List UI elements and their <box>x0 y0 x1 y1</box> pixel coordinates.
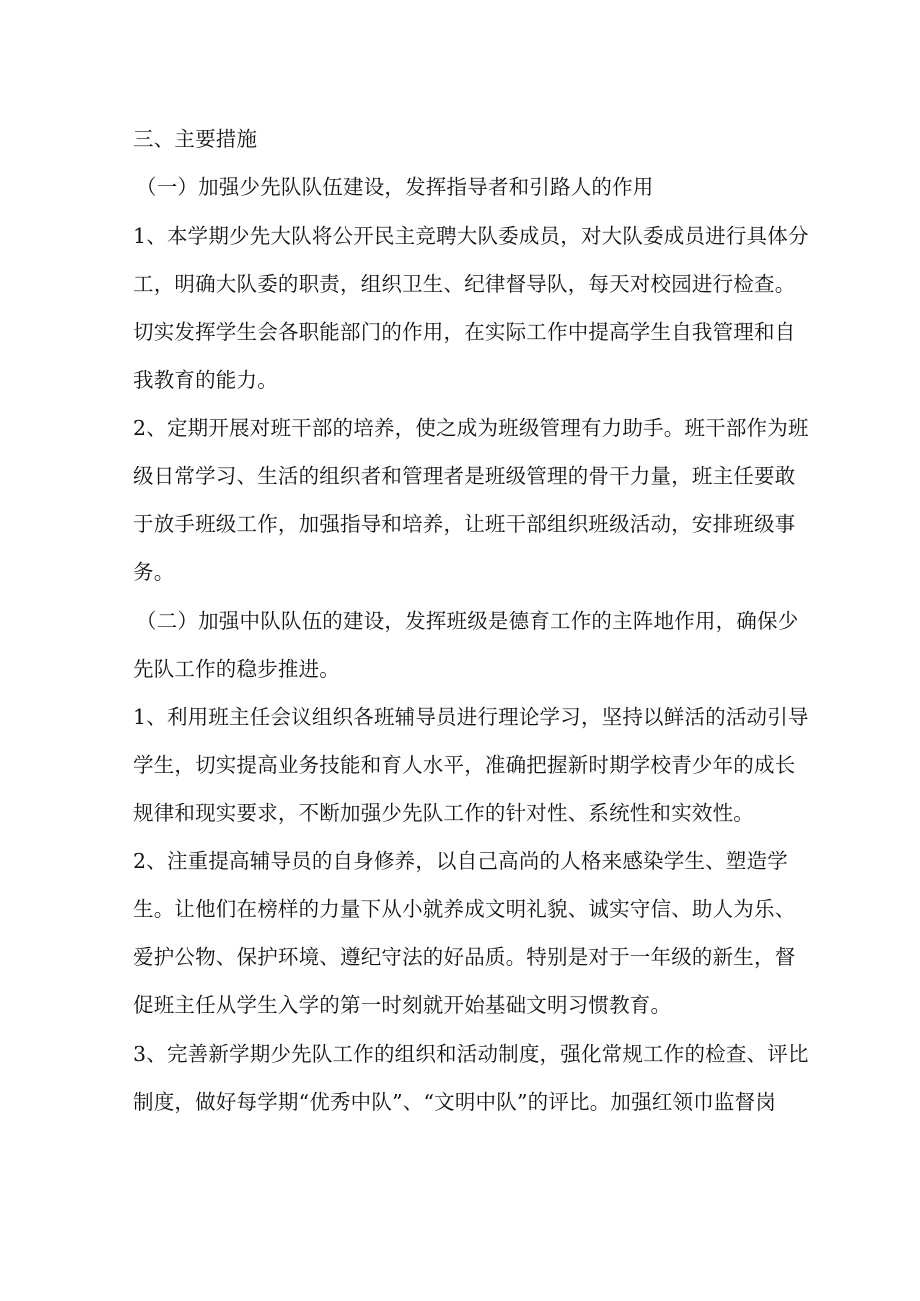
paragraph-line: 切实发挥学生会各职能部门的作用，在实际工作中提高学生自我管理和自 <box>133 320 796 344</box>
paragraph-line: 工，明确大队委的职责，组织卫生、纪律督导队，每天对校园进行检查。 <box>133 272 796 296</box>
paragraph-line: 2、定期开展对班干部的培养，使之成为班级管理有力助手。班干部作为班 <box>133 416 809 440</box>
section-heading: 三、主要措施 <box>133 127 258 151</box>
subsection-heading-1: （一）加强少先队队伍建设，发挥指导者和引路人的作用 <box>136 175 654 199</box>
paragraph-line: 爱护公物、保护环境、遵纪守法的好品质。特别是对于一年级的新生，督 <box>133 945 796 969</box>
paragraph-line: 生。让他们在榜样的力量下从小就养成文明礼貌、诚实守信、助人为乐、 <box>133 897 796 921</box>
paragraph-line: 制度，做好每学期“优秀中队”、“文明中队”的评比。加强红领巾监督岗 <box>133 1090 777 1114</box>
subsection-heading-2: （二）加强中队队伍的建设，发挥班级是德育工作的主阵地作用，确保少 <box>136 609 799 633</box>
paragraph-line: 1、本学期少先大队将公开民主竞聘大队委成员，对大队委成员进行具体分 <box>133 224 809 248</box>
paragraph-line: 于放手班级工作，加强指导和培养，让班干部组织班级活动，安排班级事 <box>133 512 796 536</box>
paragraph-line: 学生，切实提高业务技能和育人水平，准确把握新时期学校青少年的成长 <box>133 753 796 777</box>
paragraph-line: 2、注重提高辅导员的自身修养，以自己高尚的人格来感染学生、塑造学 <box>133 849 788 873</box>
paragraph-line: 3、完善新学期少先队工作的组织和活动制度，强化常规工作的检查、评比 <box>133 1042 809 1066</box>
paragraph-line: 级日常学习、生活的组织者和管理者是班级管理的骨干力量，班主任要敢 <box>133 464 796 488</box>
paragraph-line: 先队工作的稳步推进。 <box>133 657 340 681</box>
paragraph-line: 1、利用班主任会议组织各班辅导员进行理论学习，坚持以鲜活的活动引导 <box>133 705 809 729</box>
paragraph-line: 务。 <box>133 560 175 584</box>
paragraph-line: 促班主任从学生入学的第一时刻就开始基础文明习惯教育。 <box>133 993 672 1017</box>
paragraph-line: 规律和现实要求，不断加强少先队工作的针对性、系统性和实效性。 <box>133 801 754 825</box>
paragraph-line: 我教育的能力。 <box>133 368 278 392</box>
